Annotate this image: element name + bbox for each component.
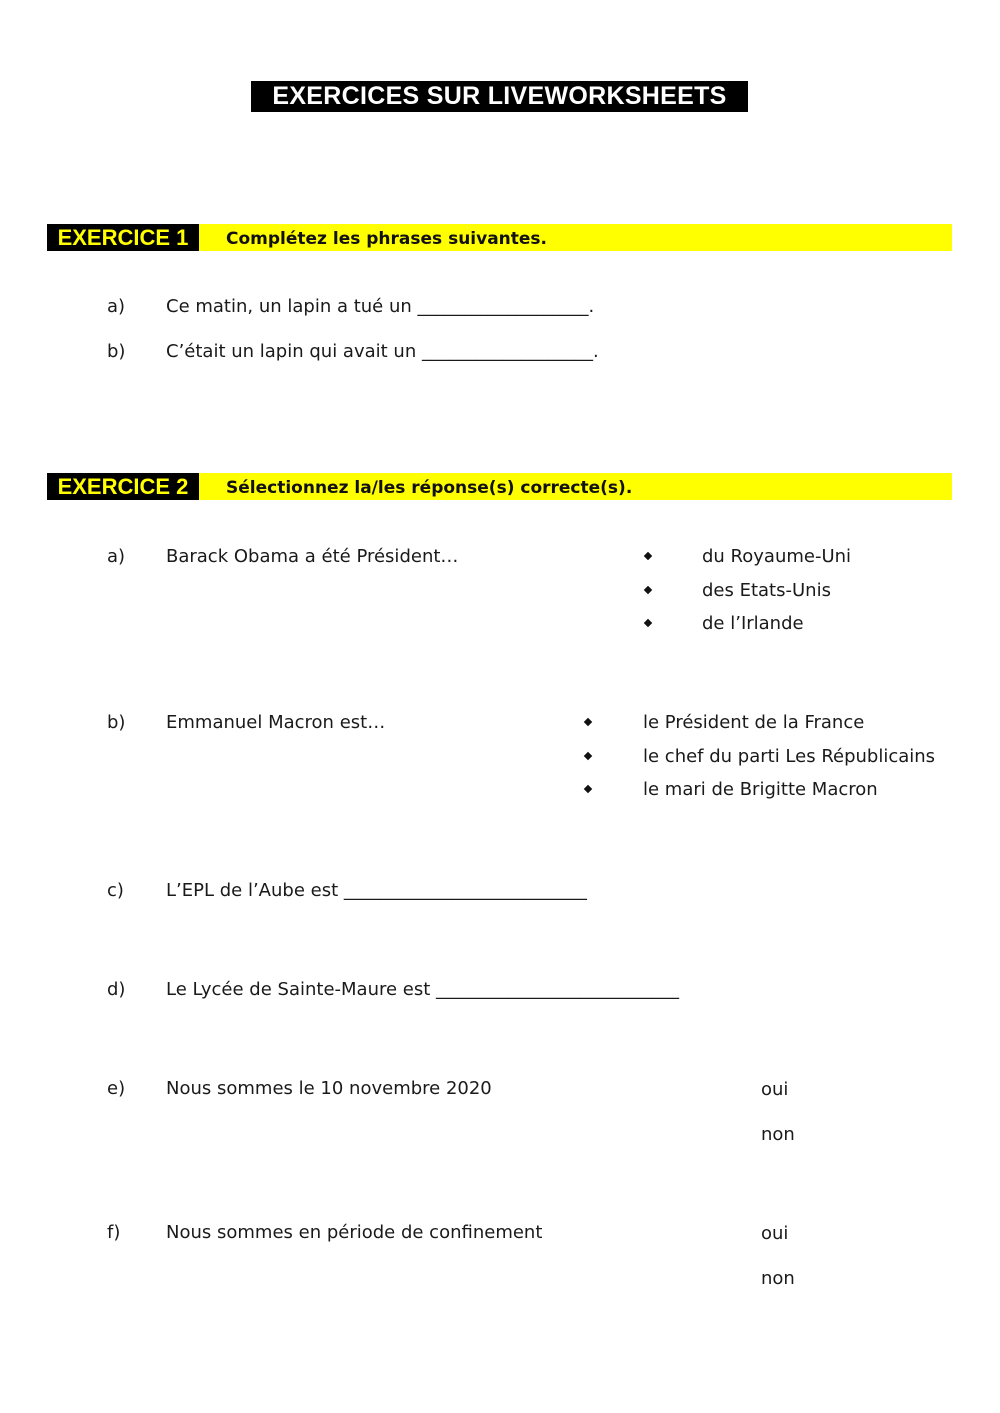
bullet-icon bbox=[644, 586, 652, 594]
ex1-item-b-letter: b) bbox=[107, 341, 126, 362]
exercise1-label: EXERCICE 1 bbox=[47, 224, 199, 251]
ex2-b-option-1[interactable]: le Président de la France bbox=[643, 712, 865, 733]
ex2-item-a-letter: a) bbox=[107, 546, 126, 567]
exercise1-instruction: Complétez les phrases suivantes. bbox=[226, 229, 548, 249]
bullet-icon bbox=[584, 718, 592, 726]
ex2-item-f-letter: f) bbox=[107, 1222, 121, 1243]
ex2-a-option-1[interactable]: du Royaume-Uni bbox=[702, 546, 852, 567]
ex2-f-option-non[interactable]: non bbox=[761, 1268, 795, 1289]
ex2-item-e-letter: e) bbox=[107, 1078, 126, 1099]
ex2-f-option-oui[interactable]: oui bbox=[761, 1223, 789, 1244]
ex2-item-a-text: Barack Obama a été Président… bbox=[166, 546, 459, 567]
exercise2-instruction: Sélectionnez la/les réponse(s) correcte(s). bbox=[226, 478, 633, 498]
ex2-a-option-2[interactable]: des Etats-Unis bbox=[702, 580, 831, 601]
bullet-icon bbox=[584, 785, 592, 793]
ex1-item-a-letter: a) bbox=[107, 296, 126, 317]
ex2-item-b-letter: b) bbox=[107, 712, 126, 733]
page-title: EXERCICES SUR LIVEWORKSHEETS bbox=[251, 81, 748, 112]
exercise2-label: EXERCICE 2 bbox=[47, 473, 199, 500]
exercise2-header bbox=[47, 473, 952, 500]
ex2-item-e-text: Nous sommes le 10 novembre 2020 bbox=[166, 1078, 492, 1099]
ex2-a-option-3[interactable]: de l’Irlande bbox=[702, 613, 804, 634]
exercise1-header bbox=[47, 224, 952, 251]
ex2-item-d-text[interactable]: Le Lycée de Sainte-Maure est ___________________________ bbox=[166, 979, 680, 1000]
ex2-item-f-text: Nous sommes en période de confinement bbox=[166, 1222, 543, 1243]
ex2-b-option-3[interactable]: le mari de Brigitte Macron bbox=[643, 779, 878, 800]
ex2-item-c-letter: c) bbox=[107, 880, 124, 901]
ex2-item-c-text[interactable]: L’EPL de l’Aube est ___________________________ bbox=[166, 880, 587, 901]
bullet-icon bbox=[584, 752, 592, 760]
ex2-item-d-letter: d) bbox=[107, 979, 126, 1000]
ex2-e-option-oui[interactable]: oui bbox=[761, 1079, 789, 1100]
bullet-icon bbox=[644, 552, 652, 560]
ex1-item-b-text[interactable]: C’était un lapin qui avait un ___________________. bbox=[166, 341, 599, 362]
ex2-item-b-text: Emmanuel Macron est… bbox=[166, 712, 386, 733]
bullet-icon bbox=[644, 619, 652, 627]
ex1-item-a-text[interactable]: Ce matin, un lapin a tué un ___________________. bbox=[166, 296, 595, 317]
ex2-b-option-2[interactable]: le chef du parti Les Républicains bbox=[643, 746, 936, 767]
ex2-e-option-non[interactable]: non bbox=[761, 1124, 795, 1145]
